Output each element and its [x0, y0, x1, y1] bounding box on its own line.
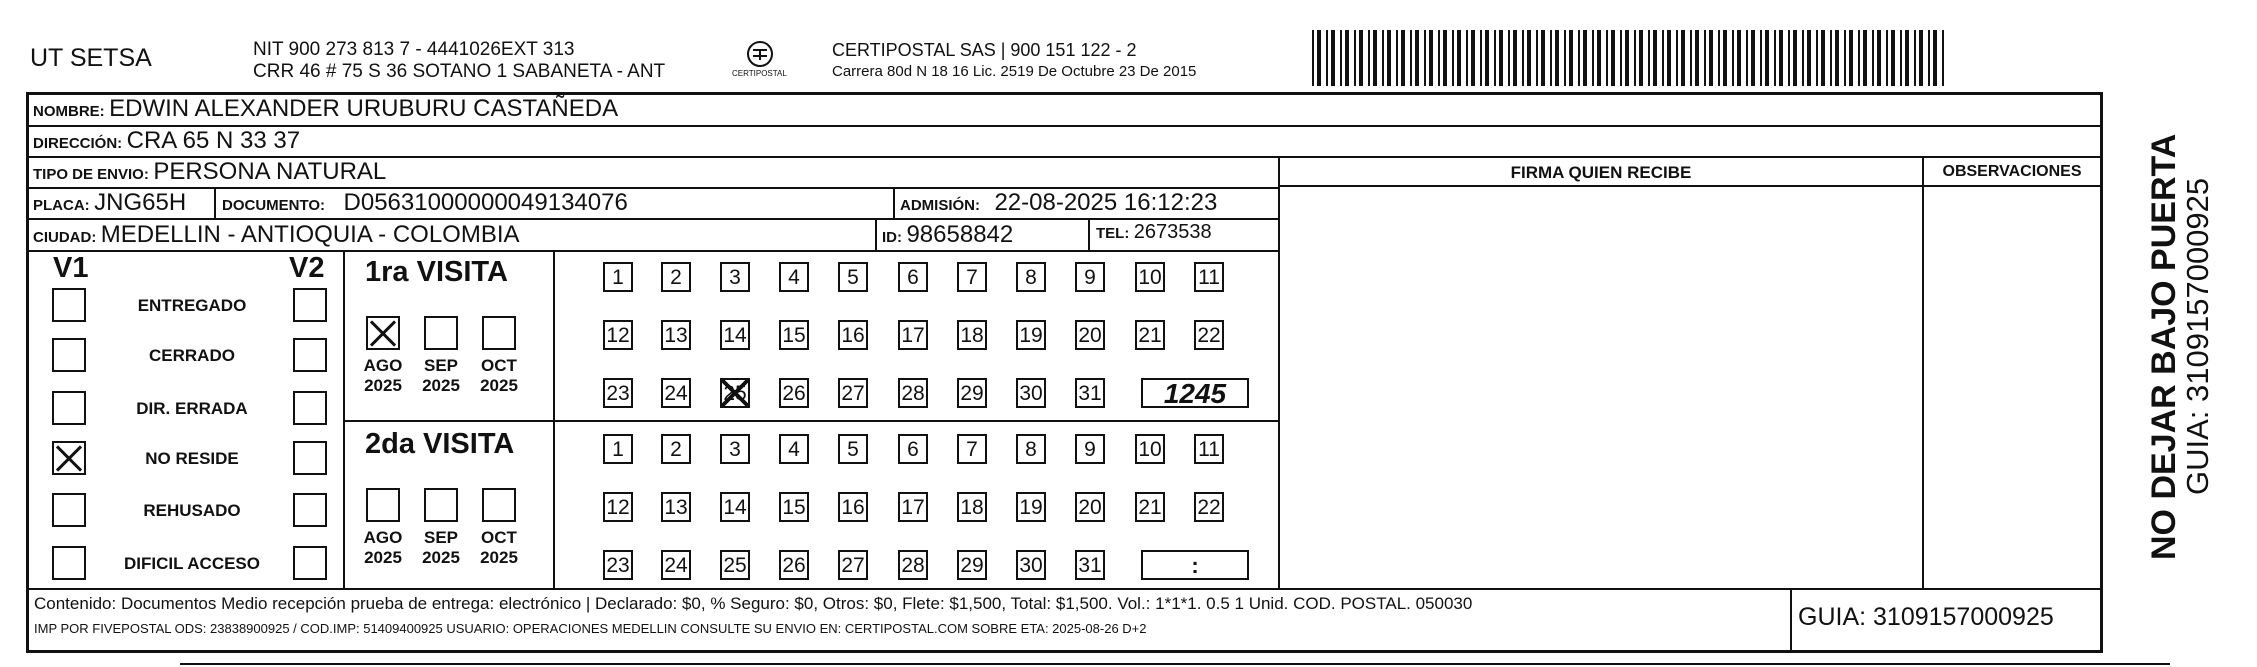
month-caption	[414, 356, 468, 396]
day-box[interactable]: 1	[603, 262, 633, 292]
v2-checkbox[interactable]	[293, 338, 327, 372]
day-box[interactable]: 6	[898, 434, 928, 464]
year-label: 2025	[480, 548, 518, 567]
license-line: Carrera 80d N 18 16 Lic. 2519 De Octubre 23 De 2015	[832, 63, 1197, 80]
direccion-row	[33, 127, 300, 155]
documento-field	[222, 189, 628, 217]
placa-label: PLACA:	[33, 197, 90, 214]
tipo-label: TIPO DE ENVIO:	[33, 166, 149, 183]
v1-checkbox[interactable]	[52, 288, 86, 322]
day-box[interactable]: 15	[779, 320, 809, 350]
day-box[interactable]: 4	[779, 262, 809, 292]
day-box[interactable]: 29	[957, 378, 987, 408]
id-label: ID:	[882, 229, 902, 246]
month-checkbox[interactable]	[424, 316, 458, 350]
day-box[interactable]: 19	[1016, 320, 1046, 350]
month-caption	[472, 528, 526, 568]
address-line: CRR 46 # 75 S 36 SOTANO 1 SABANETA - ANT	[253, 61, 666, 82]
logo-icon	[730, 38, 790, 86]
admision-field	[900, 189, 1217, 217]
time-box[interactable]: :	[1141, 550, 1249, 580]
day-box[interactable]: 15	[779, 492, 809, 522]
placa-field	[33, 189, 186, 217]
v2-checkbox[interactable]	[293, 441, 327, 475]
day-box[interactable]: 25	[720, 550, 750, 580]
status-option-label: DIFICIL ACCESO	[123, 554, 260, 573]
day-box[interactable]: 13	[661, 492, 691, 522]
status-option-label: DIR. ERRADA	[136, 399, 248, 418]
day-box[interactable]: 26	[779, 378, 809, 408]
certipostal-line: CERTIPOSTAL SAS | 900 151 122 - 2	[832, 40, 1137, 60]
nit-line: NIT 900 273 813 7 - 4441026EXT 313	[253, 39, 575, 60]
contenido-text: Contenido: Documentos Medio recepción prueba de entrega: electrónico | Declarado: $0, % Seguro: $0, Otros: $0, Flete: $1,500, Total: $1,500. Vol.: 1*1*1. 0.5 1 Unid. COD. POSTAL. 050030	[34, 594, 1473, 613]
day-box[interactable]: 20	[1075, 320, 1105, 350]
v1-checkbox[interactable]	[52, 391, 86, 425]
ciudad-label: CIUDAD:	[33, 229, 97, 246]
month-caption	[472, 356, 526, 396]
month-label: AGO	[363, 356, 403, 375]
tel-label: TEL:	[1096, 225, 1130, 242]
day-box[interactable]: 17	[898, 320, 928, 350]
day-box[interactable]: 30	[1016, 378, 1046, 408]
day-box[interactable]: 21	[1135, 492, 1165, 522]
time-box[interactable]: 1245	[1141, 378, 1249, 408]
status-option-label: ENTREGADO	[137, 296, 247, 315]
month-checkbox[interactable]	[366, 316, 400, 350]
nombre-row	[33, 95, 618, 123]
tel-value: 2673538	[1133, 221, 1212, 243]
day-box[interactable]: 5	[838, 434, 868, 464]
firma-area[interactable]	[1282, 189, 1920, 586]
day-box[interactable]: 10	[1135, 262, 1165, 292]
observaciones-header: OBSERVACIONES	[1942, 163, 2082, 180]
day-box[interactable]: 11	[1194, 262, 1224, 292]
year-label: 2025	[422, 376, 460, 395]
certipostal-logo	[730, 38, 790, 86]
day-box[interactable]: 10	[1135, 434, 1165, 464]
day-box[interactable]: 25	[720, 378, 750, 408]
status-option-label: NO RESIDE	[145, 449, 239, 468]
month-caption	[414, 528, 468, 568]
month-label: AGO	[363, 528, 403, 547]
id-field	[882, 221, 1013, 249]
v2-header: V2	[289, 252, 325, 284]
day-box[interactable]: 14	[720, 320, 750, 350]
day-box[interactable]: 2	[661, 434, 691, 464]
day-box[interactable]: 28	[898, 378, 928, 408]
day-box[interactable]: 21	[1135, 320, 1165, 350]
footer-guia: GUIA: 3109157000925	[1798, 603, 2054, 631]
v2-checkbox[interactable]	[293, 391, 327, 425]
day-box[interactable]: 26	[779, 550, 809, 580]
year-label: 2025	[422, 548, 460, 567]
documento-value: D05631000000049134076	[343, 189, 628, 216]
month-label: OCT	[481, 528, 517, 547]
tel-field	[1096, 221, 1212, 244]
day-box[interactable]: 23	[603, 378, 633, 408]
month-label: SEP	[423, 528, 459, 547]
year-label: 2025	[364, 548, 402, 567]
day-box[interactable]: 11	[1194, 434, 1224, 464]
id-value: 98658842	[906, 221, 1014, 248]
imp-text: IMP POR FIVEPOSTAL ODS: 23838900925 / COD.IMP: 51409400925 USUARIO: OPERACIONES MEDELLIN CONSULTE SU ENVIO EN: CERTIPOSTAL.COM SOBRE ETA: 2025-08-26 D+2	[34, 621, 1147, 636]
ciudad-field	[33, 221, 520, 249]
day-box[interactable]: 9	[1075, 262, 1105, 292]
month-checkbox[interactable]	[482, 488, 516, 522]
visit-title: 2da VISITA	[365, 428, 515, 460]
month-checkbox[interactable]	[424, 488, 458, 522]
day-box[interactable]: 18	[957, 492, 987, 522]
day-box[interactable]: 4	[779, 434, 809, 464]
side-guia-text: GUIA: 3109157000925	[2180, 177, 2215, 495]
month-checkbox[interactable]	[366, 488, 400, 522]
month-label: SEP	[423, 356, 459, 375]
admision-label: ADMISIÓN:	[900, 197, 980, 214]
day-box[interactable]: 30	[1016, 550, 1046, 580]
day-box[interactable]: 16	[838, 492, 868, 522]
day-box[interactable]: 7	[957, 262, 987, 292]
v1-header: V1	[53, 252, 89, 284]
v1-checkbox[interactable]	[52, 493, 86, 527]
status-option-label: CERRADO	[149, 346, 235, 365]
day-box[interactable]: 1	[603, 434, 633, 464]
tipo-row	[33, 158, 386, 186]
day-box[interactable]: 24	[661, 378, 691, 408]
day-box[interactable]: 8	[1016, 262, 1046, 292]
firma-header: FIRMA QUIEN RECIBE	[1510, 163, 1692, 182]
month-label: OCT	[481, 356, 517, 375]
year-label: 2025	[364, 376, 402, 395]
day-box[interactable]: 19	[1016, 492, 1046, 522]
placa-value: JNG65H	[94, 189, 187, 216]
v1-checkbox[interactable]	[52, 441, 86, 475]
nombre-value: EDWIN ALEXANDER URUBURU CASTAÑEDA	[109, 95, 619, 122]
tipo-value: PERSONA NATURAL	[153, 158, 387, 185]
barcode	[1312, 30, 1944, 86]
month-caption	[356, 528, 410, 568]
day-box[interactable]: 29	[957, 550, 987, 580]
day-box[interactable]: 27	[838, 378, 868, 408]
day-box[interactable]: 7	[957, 434, 987, 464]
day-box[interactable]: 31	[1075, 378, 1105, 408]
day-box[interactable]: 27	[838, 550, 868, 580]
day-box[interactable]: 22	[1194, 320, 1224, 350]
day-box[interactable]: 24	[661, 550, 691, 580]
direccion-label: DIRECCIÓN:	[33, 135, 123, 152]
day-box[interactable]: 18	[957, 320, 987, 350]
day-box[interactable]: 2	[661, 262, 691, 292]
day-box[interactable]: 5	[838, 262, 868, 292]
day-box[interactable]: 31	[1075, 550, 1105, 580]
v2-checkbox[interactable]	[293, 288, 327, 322]
month-caption	[356, 356, 410, 396]
day-box[interactable]: 20	[1075, 492, 1105, 522]
direccion-value: CRA 65 N 33 37	[126, 127, 301, 154]
no-dejar-text: NO DEJAR BAJO PUERTA	[2145, 133, 2183, 560]
v2-checkbox[interactable]	[293, 546, 327, 580]
month-checkbox[interactable]	[482, 316, 516, 350]
day-box[interactable]: 6	[898, 262, 928, 292]
day-box[interactable]: 17	[898, 492, 928, 522]
day-box[interactable]: 13	[661, 320, 691, 350]
v1-checkbox[interactable]	[52, 546, 86, 580]
day-box[interactable]: 12	[603, 320, 633, 350]
day-box[interactable]: 12	[603, 492, 633, 522]
day-box[interactable]: 3	[720, 434, 750, 464]
ciudad-value: MEDELLIN - ANTIOQUIA - COLOMBIA	[100, 221, 520, 248]
day-box[interactable]: 16	[838, 320, 868, 350]
v2-checkbox[interactable]	[293, 493, 327, 527]
company-name: UT SETSA	[30, 44, 152, 72]
day-box[interactable]: 9	[1075, 434, 1105, 464]
visit-title: 1ra VISITA	[365, 256, 508, 288]
day-box[interactable]: 3	[720, 262, 750, 292]
status-option-label: REHUSADO	[143, 501, 241, 520]
day-box[interactable]: 23	[603, 550, 633, 580]
nombre-label: NOMBRE:	[33, 103, 105, 120]
day-box[interactable]: 28	[898, 550, 928, 580]
day-box[interactable]: 14	[720, 492, 750, 522]
logo-caption: CERTIPOSTAL	[732, 69, 787, 78]
observaciones-area[interactable]	[1926, 189, 2098, 586]
v1-checkbox[interactable]	[52, 338, 86, 372]
documento-label: DOCUMENTO:	[222, 197, 326, 214]
header	[0, 0, 2257, 92]
year-label: 2025	[480, 376, 518, 395]
admision-value: 22-08-2025 16:12:23	[994, 189, 1218, 216]
day-box[interactable]: 8	[1016, 434, 1046, 464]
day-box[interactable]: 22	[1194, 492, 1224, 522]
